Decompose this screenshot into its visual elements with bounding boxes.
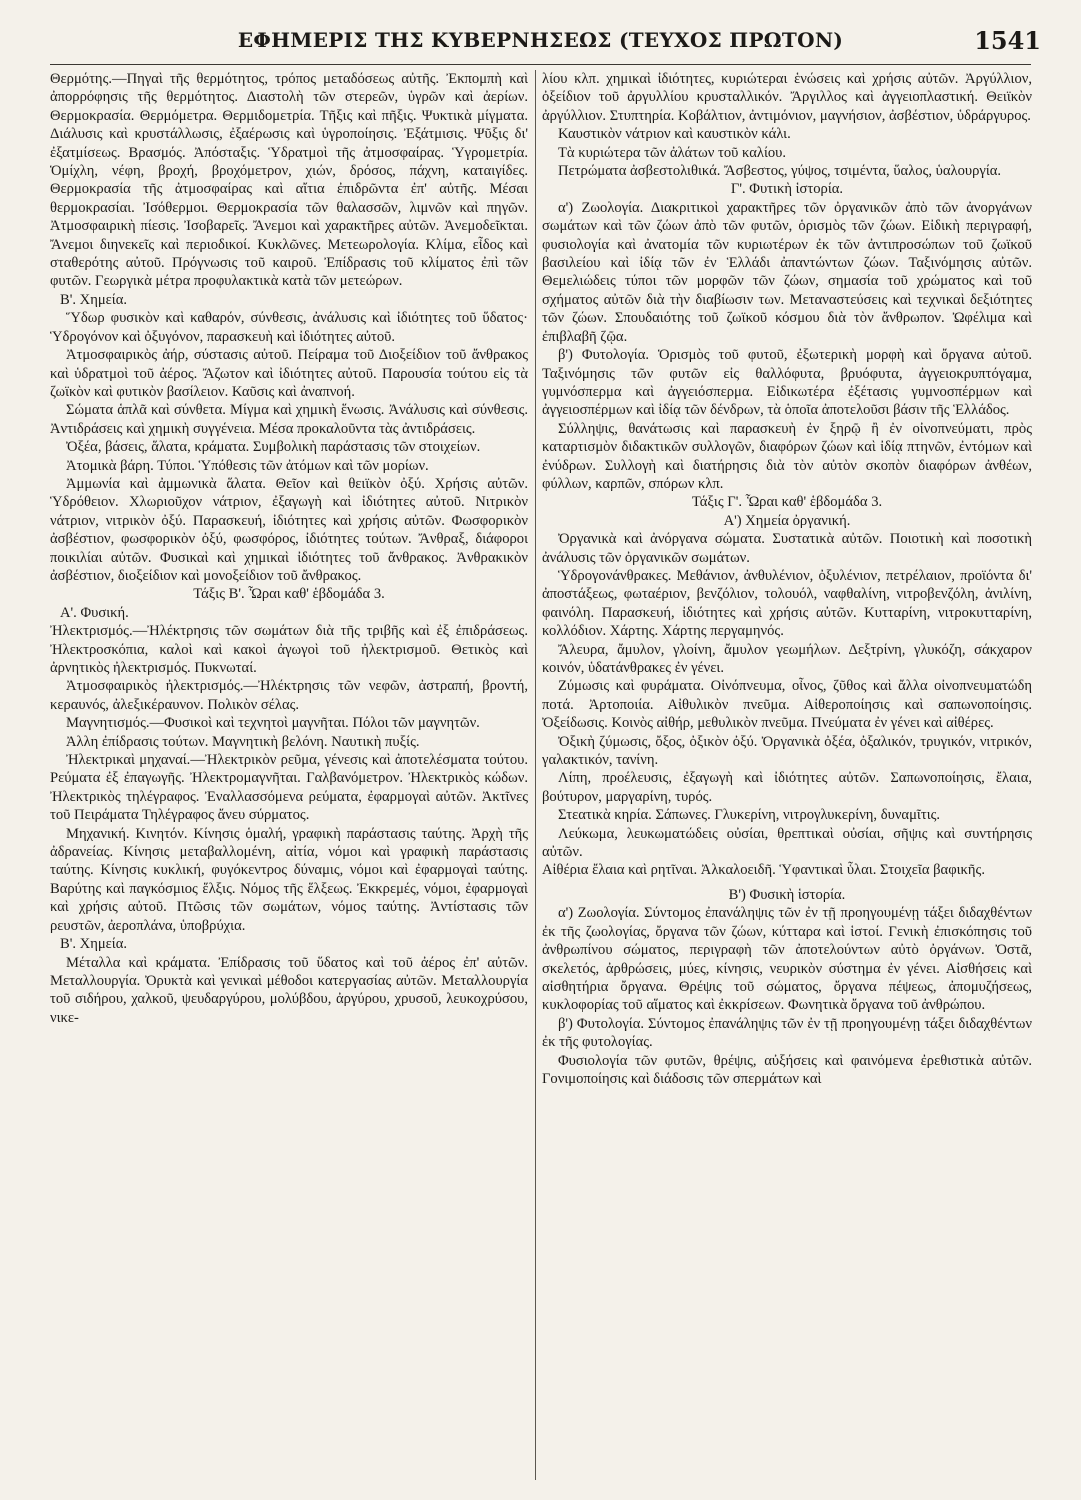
paragraph-bodies: Σώματα ἁπλᾶ καὶ σύνθετα. Μίγμα καὶ χημικὴ ἕνωσις. Ἀνάλυσις καὶ σύνθεσις. Ἀντιδράσεις καὶ χημικὴ συγγένεια. Μέσα προκαλοῦντα τὰς ἀντιδράσεις.: [50, 402, 528, 437]
paragraph-air: Ἀτμοσφαιρικὸς ἀήρ, σύστασις αὐτοῦ. Πείραμα τοῦ Διοξείδιον τοῦ ἄνθρακος καὶ ὑδρατμοὶ τοῦ ἀέρος. Ἄζωτον καὶ ἰδιότητες αὐτοῦ. Παρουσία τούτου εἰς τὰ ζωϊκὸν καὶ φυτικὸν βασίλειον. Καῦσις καὶ ἀναπνοή.: [50, 347, 528, 400]
paragraph-botany: β') Φυτολογία. Ὁρισμὸς τοῦ φυτοῦ, ἐξωτερικὴ μορφὴ καὶ ὄργανα αὐτοῦ. Ταξινόμησις τῶν φυτῶν εἰς θαλλόφυτα, βρυόφυτα, ἀγγειοκρυπτόγαμα, γυμνόσπερμα καὶ ἀγγειόσπερμα. Εἰδικωτέρα ἐξέτασις γυμνοσπέρμων καὶ ἀγγειοσπέρμων καὶ ἰδίᾳ τῶν δένδρων, τὰ ὁποῖα ἀποτελοῦσι βάσιν τῆς Ἑλλάδος.: [542, 347, 1032, 419]
paragraph-zoology: α') Ζωολογία. Διακριτικοὶ χαρακτῆρες τῶν ὀργανικῶν ἀπὸ τῶν ἀνοργάνων σωμάτων καὶ τῶν ζώων ἀπὸ τῶν φυτῶν, ὁρισμὸς τῶν ζώων. Εἰδικὴ περιγραφή, φυσιολογία καὶ ἀνατομία τῶν κυριωτέρων ἐκ τῶν ἀντιπροσώπων τοῦ ζωϊκοῦ βασιλείου καὶ ἰδίᾳ τῶν ἐν Ἑλλάδι ἀπαντώντων ζώων. Ταξινόμησις αὐτῶν. Θεμελιώδεις τύποι τῶν μορφῶν τῶν ζώων, σημασία τοῦ χρώματος καὶ τοῦ σχήματος αὐτῶν διὰ τὴν διαβίωσιν των. Μεταναστεύσεις καὶ τεχνικαὶ δεξιότητες τῶν ζώων. Σπουδαιότης τοῦ ζωϊκοῦ κόσμου διὰ τὸν ἄνθρωπον. Ὠφέλιμα καὶ ἐπιβλαβῆ ζῷα.: [542, 199, 1032, 345]
paragraph-water: Ὕδωρ φυσικὸν καὶ καθαρόν, σύνθεσις, ἀνάλυσις καὶ ἰδιότητες τοῦ ὕδατος· Ὑδρογόνον καὶ ὀξυγόνον, παρασκευὴ καὶ ἰδιότητες αὐτοῦ.: [50, 310, 528, 345]
paragraph-mechanics: Μηχανική. Κινητόν. Κίνησις ὁμαλή, γραφικὴ παράστασις ταύτης. Ἀρχὴ τῆς ἀδρανείας. Κίνησις μεταβαλλομένη, αἰτία, νόμοι καὶ γραφικὴ παράστασις ταύτης. Κίνησις κυκλική, φυγόκεντρος δύναμις, νόμοι καὶ ἐφαρμογαὶ ταύτης. Βαρύτης καὶ παγκόσμιος ἕλξις. Νόμος τῆς ἕλξεως. Ἐκκρεμές, νόμοι, ἐφαρμογαὶ καὶ χρήσις αὐτοῦ. Πτῶσις τῶν σωμάτων, νόμος ταύτης. Ἀντίστασις τῶν ρευστῶν, ἀεροπλάνα, ὑποβρύχια.: [50, 825, 528, 934]
column-divider: [535, 70, 536, 1480]
page-header: [40, 22, 1041, 62]
page-title: ΕΦΗΜΕΡΙΣ ΤΗΣ ΚΥΒΕΡΝΗΣΕΩΣ (ΤΕΥΧΟΣ ΠΡΩΤΟΝ): [237, 28, 844, 52]
paragraph-rocks: Πετρώματα ἀσβεστολιθικά. Ἄσβεστος, γύψος, τσιμέντα, ὕαλος, ὑαλουργία.: [558, 163, 1002, 180]
paragraph-ammonia: Ἀμμωνία καὶ ἀμμωνικὰ ἅλατα. Θεῖον καὶ θειϊκὸν ὀξύ. Χρήσις αὐτῶν. Ὑδρόθειον. Χλωριοῦχον νάτριον, ἐξαγωγὴ καὶ ἰδιότητες αὐτοῦ. Νιτρικὸν νάτριον, νιτρικὸν ὀξύ. Παρασκευή, ἰδιότητες καὶ χρήσις αὐτῶν. Φωσφορικὸν ἀσβέστιον, φωσφορικὸν ὀξύ, φωσφόρος, ἰδιότητες τούτων. Ἄνθραξ, διάφοροι ποικιλίαι αὐτῶν. Φυσικαὶ καὶ χημικαὶ ἰδιότητες τοῦ ἄνθρακος. Ἀνθρακικὸν ἀσβέστιον, διοξείδιον καὶ μονοξείδιον τοῦ ἄνθρακος.: [50, 475, 528, 584]
paragraph-physiology: Φυσιολογία τῶν φυτῶν, θρέψις, αὐξήσεις καὶ φαινόμενα ἐρεθιστικὰ αὐτῶν. Γονιμοποίησις καὶ διάδοσις τῶν σπερμάτων καὶ: [542, 1052, 1032, 1087]
section-heading-natural-history: Γ'. Φυτικὴ ἱστορία.: [730, 181, 844, 198]
class-heading-c: Τάξις Γ'. Ὧραι καθ' ἑβδομάδα 3.: [691, 494, 883, 511]
paragraph-heat: Θερμότης.—Πηγαὶ τῆς θερμότητος, τρόπος μεταδόσεως αὐτῆς. Ἐκπομπὴ καὶ ἀπορρόφησις τῆς θερμότητος. Διαστολὴ τῶν στερεῶν, ὑγρῶν καὶ ἀερίων. Θερμοκρασία. Θερμόμετρα. Θερμιδομετρία. Τῆξις καὶ πῆξις. Ψυκτικὰ μίγματα. Διάλυσις καὶ κρυστάλλωσις, ἐξαέρωσις καὶ ὑγροποίησις. Ἐξάτμισις. Ψῦξις δι' ἐξατμίσεως. Βρασμός. Ἀπόσταξις. Ὑδρατμοὶ τῆς ἀτμοσφαίρας. Ὑγρομετρία. Ὁμίχλη, νέφη, βροχή, βροχόμετρον, χιών, δρόσος, πάχνη, καταιγίδες. Θερμοκρασία τῆς ἀτμοσφαίρας καὶ αἴτια ἐπιδρῶντα ἐπ' αὐτῆς. Μέσαι θερμοκρασίαι. Ἰσόθερμοι. Θερμοκρασία τῶν θαλασσῶν, λιμνῶν καὶ πηγῶν. Ἀτμοσφαιρικὴ πίεσις. Ἰσοβαρεῖς. Ἄνεμοι καὶ χαρακτῆρες αὐτῶν. Ἀνεμοδεῖκται. Ἄνεμοι διηνεκεῖς καὶ περιοδικοί. Κυκλῶνες. Μετεωρολογία. Κλίμα, εἶδος καὶ σταθερότης αὐτοῦ. Πρόγνωσις τοῦ καιροῦ. Ἐπίδρασις τοῦ κλίματος ἐπὶ τῶν φυτῶν. Γεωργικὰ μέτρα προφυλακτικὰ κατὰ τῶν μετεώρων.: [50, 71, 528, 290]
section-heading-natural-history-b: Β') Φυσικὴ ἱστορία.: [728, 886, 846, 903]
paragraph-atmospheric-electricity: Ἀτμοσφαιρικὸς ἠλεκτρισμός.—Ἠλέκτρησις τῶν νεφῶν, ἀστραπή, βροντή, κεραυνός, ἀλεξικέραυνον. Πολικὸν σέλας.: [50, 678, 528, 713]
paragraph-fermentation: Ζύμωσις καὶ φυράματα. Οἰνόπνευμα, οἶνος, ζῦθος καὶ ἄλλα οἰνοπνευματώδη ποτά. Ἀρτοποιία. Αἰθυλικὸν πνεῦμα. Αἰθεροποίησις καὶ σαπωνοποίησις. Ὀξείδωσις. Κοινὸς αἰθήρ, μεθυλικὸν πνεῦμα. Πνεύματα ἐν γένει καὶ αἰθέρες.: [542, 678, 1032, 732]
paragraph-electric-machines: Ἠλεκτρικαὶ μηχαναί.—Ἠλεκτρικὸν ρεῦμα, γένεσις καὶ ἀποτελέσματα τούτου. Ρεύματα ἐξ ἐπαγωγῆς. Ἠλεκτρομαγνῆται. Γαλβανόμετρον. Ἠλεκτρικὸς κώδων. Ἠλεκτρικὸς τηλέγραφος. Ἐναλλασσόμενα ρεύματα, ἐφαρμογαὶ αὐτῶν. Ἀκτῖνες τοῦ Πειράματα Τηλέγραφος ἄνευ σύρματος.: [50, 752, 528, 824]
page-number: 1541: [974, 26, 1041, 55]
section-heading-chemistry: Β'. Χημεία.: [60, 291, 128, 308]
right-column: [542, 70, 1032, 1490]
section-heading-physics: Α'. Φυσική.: [60, 604, 129, 621]
paragraph-organic: Ὀργανικὰ καὶ ἀνόργανα σώματα. Συστατικὰ αὐτῶν. Ποιοτικὴ καὶ ποσοτικὴ ἀνάλυσις τῶν ὀργανικῶν σωμάτων.: [542, 531, 1032, 566]
paragraph-atomic-weights: Ἀτομικὰ βάρη. Τύποι. Ὑπόθεσις τῶν ἀτόμων καὶ τῶν μορίων.: [66, 457, 429, 474]
paragraph-candles: Στεατικὰ κηρία. Σάπωνες. Γλυκερίνη, νιτρογλυκερίνη, δυναμῖτις.: [558, 807, 941, 824]
paragraph-hydrocarbons: Ὑδρογονάνθρακες. Μεθάνιον, ἀνθυλένιον, ὀξυλένιον, πετρέλαιον, προϊόντα δι' ἀποστάξεως, φωταέριον, βενζόλιον, τολουόλ, ναφθαλίνη, νιτροβενζόλη, ἀνιλίνη, φαινόλη. Παρασκευή, ἰδιότητες καὶ χρήσις αὐτῶν. Κυτταρίνη, νιτροκυτταρίνη, κολλόδιον. Χάρτης. Χάρτης περγαμηνός.: [542, 567, 1032, 640]
paragraph-potassium: Τὰ κυριώτερα τῶν ἀλάτων τοῦ καλίου.: [558, 144, 787, 161]
section-heading-organic-chemistry: Α') Χημεία ὀργανική.: [723, 512, 851, 529]
paragraph-caustic: Καυστικὸν νάτριον καὶ καυστικὸν κάλι.: [558, 126, 791, 143]
paragraph-acetic: Ὀξικὴ ζύμωσις, ὄξος, ὀξικὸν ὀξύ. Ὀργανικὰ ὀξέα, ὀξαλικόν, τρυγικόν, νιτρικόν, γαλακτικόν, τανίνη.: [542, 733, 1032, 769]
section-heading-chemistry-2: Β'. Χημεία.: [60, 936, 128, 953]
paragraph-nickel: λίου κλπ. χημικαὶ ἰδιότητες, κυριώτεραι ἑνώσεις καὶ χρήσις αὐτῶν. Ἀργύλλιον, ὀξείδιον τοῦ ἀργυλλίου κρυσταλλικόν. Ἄργιλλος καὶ ἀγγειοπλαστική. Θειϊκὸν ἀργύλλιον. Στυπτηρία. Κοβάλτιον, ἀντιμόνιον, μαγνήσιον, ἀσβέστιον, ὑδράργυρος.: [542, 71, 1032, 124]
paragraph-needle: Ἀλλη ἐπίδρασις τούτων. Μαγνητικὴ βελόνη. Ναυτικὴ πυξίς.: [66, 733, 420, 750]
paragraph-acids: Ὀξέα, βάσεις, ἅλατα, κράματα. Συμβολικὴ παράστασις τῶν στοιχείων.: [66, 439, 481, 456]
paragraph-metals: Μέταλλα καὶ κράματα. Ἐπίδρασις τοῦ ὕδατος καὶ τοῦ ἀέρος ἐπ' αὐτῶν. Μεταλλουργία. Ὀρυκτὰ καὶ γενικαὶ μέθοδοι κατεργασίας αὐτῶν. Μεταλλουργία τοῦ σιδήρου, χαλκοῦ, ψευδαργύρου, μολύβδου, ἀργύρου, χρυσοῦ, λευκοχρύσου, νικε-: [50, 954, 528, 1026]
paragraph-botany-2: β') Φυτολογία. Σύντομος ἐπανάληψις τῶν ἐν τῇ προηγουμένῃ τάξει διδαχθέντων ἐκ τῆς φυτολογίας.: [542, 1015, 1032, 1051]
paragraph-magnetism: Μαγνητισμός.—Φυσικοὶ καὶ τεχνητοὶ μαγνῆται. Πόλοι τῶν μαγνητῶν.: [66, 715, 480, 732]
paragraph-flour: Ἄλευρα, ἄμυλον, γλοίνη, ἄμυλον γεωμήλων. Δεξτρίνη, γλυκόζη, σάκχαρον κοινόν, ὑδατάνθρακες ἐν γένει.: [542, 641, 1032, 676]
paragraph-albumen: Λεύκωμα, λευκωματώδεις οὐσίαι, θρεπτικαὶ οὐσίαι, σῆψις καὶ συντήρησις αὐτῶν.: [542, 825, 1032, 861]
paragraph-electricity: Ἠλεκτρισμός.—Ἠλέκτρησις τῶν σωμάτων διὰ τῆς τριβῆς καὶ ἐξ ἐπιδράσεως. Ἠλεκτροσκόπια, καλοὶ καὶ κακοὶ ἀγωγοὶ τοῦ ἠλεκτρισμοῦ. Θετικὸς καὶ ἀρνητικὸς ἠλεκτρισμός. Πυκνωταί.: [50, 623, 528, 676]
paragraph-oils: Αἰθέρια ἔλαια καὶ ρητῖναι. Ἀλκαλοειδῆ. Ὑφαντικαὶ ὗλαι. Στοιχεῖα βαφικῆς.: [542, 862, 985, 879]
paragraph-collection: Σύλληψις, θανάτωσις καὶ παρασκευὴ ἐν ξηρῷ ἢ ἐν οἰνοπνεύματι, πρὸς καταρτισμὸν διδακτικῶν συλλογῶν, διαφόρων ζώων καὶ ἰδίᾳ πτηνῶν, ἐντόμων καὶ ἐνύδρων. Συλλογὴ καὶ διατήρησις διὰ τὸν αὐτὸν σκοπὸν διαφόρων ἀνθέων, φύλλων, καρπῶν, σπόρων κλπ.: [542, 420, 1032, 492]
class-heading-b: Τάξις Β'. Ὧραι καθ' ἑβδομάδα 3.: [193, 586, 385, 603]
paragraph-fats: Λίπη, προέλευσις, ἐξαγωγὴ καὶ ἰδιότητες αὐτῶν. Σαπωνοποίησις, ἔλαια, βούτυρον, μαργαρίνη, τυρός.: [542, 770, 1032, 805]
left-column: [50, 70, 528, 1490]
header-rule: [50, 64, 1031, 65]
paragraph-zoology-2: α') Ζωολογία. Σύντομος ἐπανάληψις τῶν ἐν τῇ προηγουμένῃ τάξει διδαχθέντων ἐκ τῆς ζωολογίας, ὄργανα τῶν ζώων, κύτταρα καὶ ἱστοί. Γενικὴ ἐπισκόπησις τοῦ ἀνθρωπίνου σώματος, περιγραφὴ τῶν ἀποτελούντων αὐτὸ ὀργάνων. Ὀστᾶ, σκελετός, ἀρθρώσεις, μύες, κίνησις, νευρικὸν σύστημα ἐν γένει. Αἰσθήσεις καὶ αἰσθητήρια ὄργανα. Θρέψις τοῦ σώματος, ὄργανα πέψεως, ἀπομυζήσεως, κυκλοφορίας τοῦ αἵματος καὶ ἐκκρίσεων. Φωνητικὰ ὄργανα τοῦ ἀνθρώπου.: [542, 905, 1032, 1014]
